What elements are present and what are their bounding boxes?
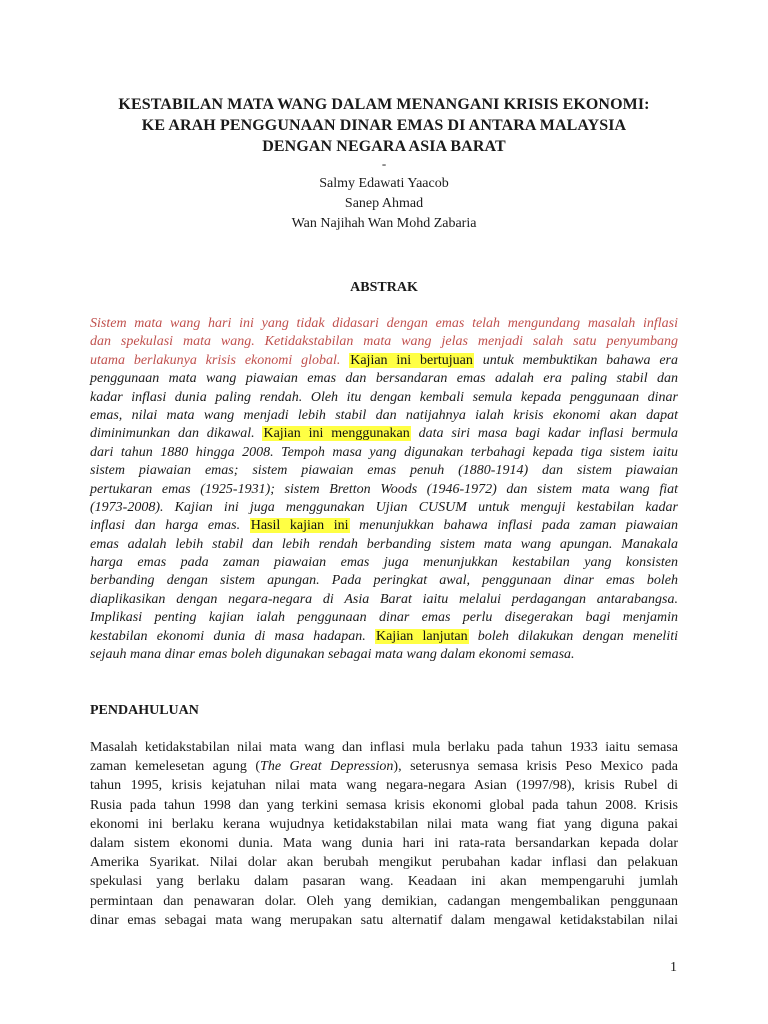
- abstract-line: emas adalah lebih stabil dan lebih rendah berbanding sistem mata wang apungan. Manakala: [90, 536, 678, 552]
- intro-body: [90, 738, 678, 930]
- title-line: KE ARAH PENGGUNAAN DINAR EMAS DI ANTARA MALAYSIA: [141, 117, 627, 134]
- abstract-line: emas, nilai mata wang menjadi lebih stabil dan natijahnya ialah krisis ekonomi akan dapat: [90, 407, 678, 423]
- abstract-line: dan spekulasi mata wang. Ketidakstabilan mata wang jelas menjadi salah satu penyumbang: [90, 334, 678, 350]
- intro-italic-title: The Great Depression: [260, 759, 394, 775]
- abstract-line: [90, 517, 678, 535]
- abstract-text: inflasi dan harga emas.: [90, 518, 250, 534]
- title-line: KESTABILAN MATA WANG DALAM MENANGANI KRISIS EKONOMI:: [118, 96, 650, 113]
- abstract-line: penggunaan mata wang piawaian emas dan bersandaran emas adalah era paling stabil dan: [90, 371, 678, 387]
- highlighted-phrase: Kajian lanjutan: [375, 628, 468, 644]
- intro-line: tahun 1995, krisis kejatuhan nilai mata wang negara-negara Asian (1997/98), krisis Rubel di: [90, 778, 678, 794]
- abstract-line: berbanding dengan sistem apungan. Pada peringkat awal, penggunaan dinar emas boleh: [90, 573, 678, 589]
- page-number: 1: [670, 960, 677, 975]
- section-heading-pendahuluan: PENDAHULUAN: [90, 703, 199, 718]
- abstract-text: menunjukkan bahawa inflasi pada zaman piawaian: [349, 518, 678, 534]
- author-name: Wan Najihah Wan Mohd Zabaria: [291, 216, 477, 231]
- abstract-line: pertukaran emas (1925-1931); sistem Bretton Woods (1946-1972) dan sistem mata wang fiat: [90, 481, 678, 497]
- abstract-line: [90, 352, 678, 370]
- intro-line: dinar emas sebagai mata wang merupakan satu alternatif dalam mengawal ketidakstabilan nilai: [90, 912, 678, 928]
- intro-line: [90, 757, 678, 776]
- abstract-line: harga emas pada zaman piawaian emas juga menunjukkan kestabilan yang konsisten: [90, 555, 678, 571]
- author-name: Sanep Ahmad: [344, 196, 424, 211]
- paper-title: [60, 94, 708, 157]
- abstract-line: [90, 425, 678, 443]
- abstract-line: Sistem mata wang hari ini yang tidak didasari dengan emas telah mengundang masalah inflasi: [90, 316, 678, 331]
- abstract-text: diminimunkan dan dikawal.: [90, 426, 263, 442]
- abstract-line: [90, 628, 678, 646]
- separator-dash: -: [381, 156, 387, 171]
- abstract-text: untuk membuktikan bahawa era: [473, 352, 678, 368]
- highlighted-phrase: Kajian ini menggunakan: [263, 426, 410, 442]
- intro-line: spekulasi yang berlaku dalam pasaran wang. Keadaan ini akan mempengaruhi jumlah: [90, 874, 678, 890]
- abstract-text: utama berlakunya krisis ekonomi global.: [90, 352, 350, 368]
- highlighted-phrase: Kajian ini bertujuan: [350, 352, 473, 368]
- intro-line: dalam sistem ekonomi dunia. Mata wang dunia hari ini rata-rata bersandarkan kepada dolar: [90, 835, 678, 851]
- intro-line: ekonomi ini berlaku kerana wujudnya ketidakstabilan nilai mata wang fiat yang diguna pakai: [90, 816, 678, 832]
- abstract-body: [90, 315, 678, 664]
- intro-line: Amerika Syarikat. Nilai dolar akan berubah mengikut perubahan kadar inflasi dan pelakuan: [90, 855, 678, 871]
- abstract-text: data siri masa bagi kadar inflasi bermula: [410, 426, 678, 442]
- highlighted-phrase: Hasil kajian ini: [250, 518, 349, 534]
- abstract-heading: ABSTRAK: [350, 280, 418, 295]
- intro-line: Masalah ketidakstabilan nilai mata wang dan inflasi mula berlaku pada tahun 1933 iaitu semasa: [90, 740, 678, 755]
- intro-text: zaman kemelesetan agung (: [90, 759, 261, 775]
- intro-text: ), seterusnya semasa krisis Peso Mexico pada: [393, 759, 678, 775]
- author-list: [0, 174, 768, 234]
- abstract-line: Implikasi penting kajian ialah penggunaan dinar emas perlu disegerakan bagi menjamin: [90, 610, 678, 626]
- intro-line: permintaan dan penawaran dolar. Oleh yang demikian, cadangan mengembalikan penggunaan: [90, 893, 678, 909]
- abstract-line: sejauh mana dinar emas boleh digunakan sebagai mata wang dalam ekonomi semasa.: [90, 647, 575, 663]
- abstract-text: kestabilan ekonomi dunia di masa hadapan.: [90, 628, 375, 644]
- abstract-line: dari tahun 1880 hingga 2008. Tempoh masa yang digunakan terbahagi kepada tiga sistem iaitu: [90, 444, 678, 460]
- intro-line: Rusia pada tahun 1998 dan yang terkini semasa krisis ekonomi global pada tahun 2008. Krisis: [90, 797, 678, 813]
- abstract-line: (1973-2008). Kajian ini juga menggunakan Ujian CUSUM untuk menguji kestabilan kadar: [90, 499, 678, 515]
- abstract-line: sistem piawaian emas; sistem piawaian emas penuh (1880-1914) dan sistem piawaian: [90, 463, 678, 479]
- abstract-text: boleh dilakukan dengan meneliti: [468, 628, 678, 644]
- author-name: Salmy Edawati Yaacob: [319, 176, 449, 191]
- title-line: DENGAN NEGARA ASIA BARAT: [262, 138, 506, 155]
- abstract-line: kadar inflasi dunia paling rendah. Oleh itu dengan kembali semula kepada penggunaan dinar: [90, 389, 678, 405]
- abstract-line: diaplikasikan dengan negara-negara di Asia Barat iaitu melalui perdagangan antarabangsa.: [90, 591, 678, 607]
